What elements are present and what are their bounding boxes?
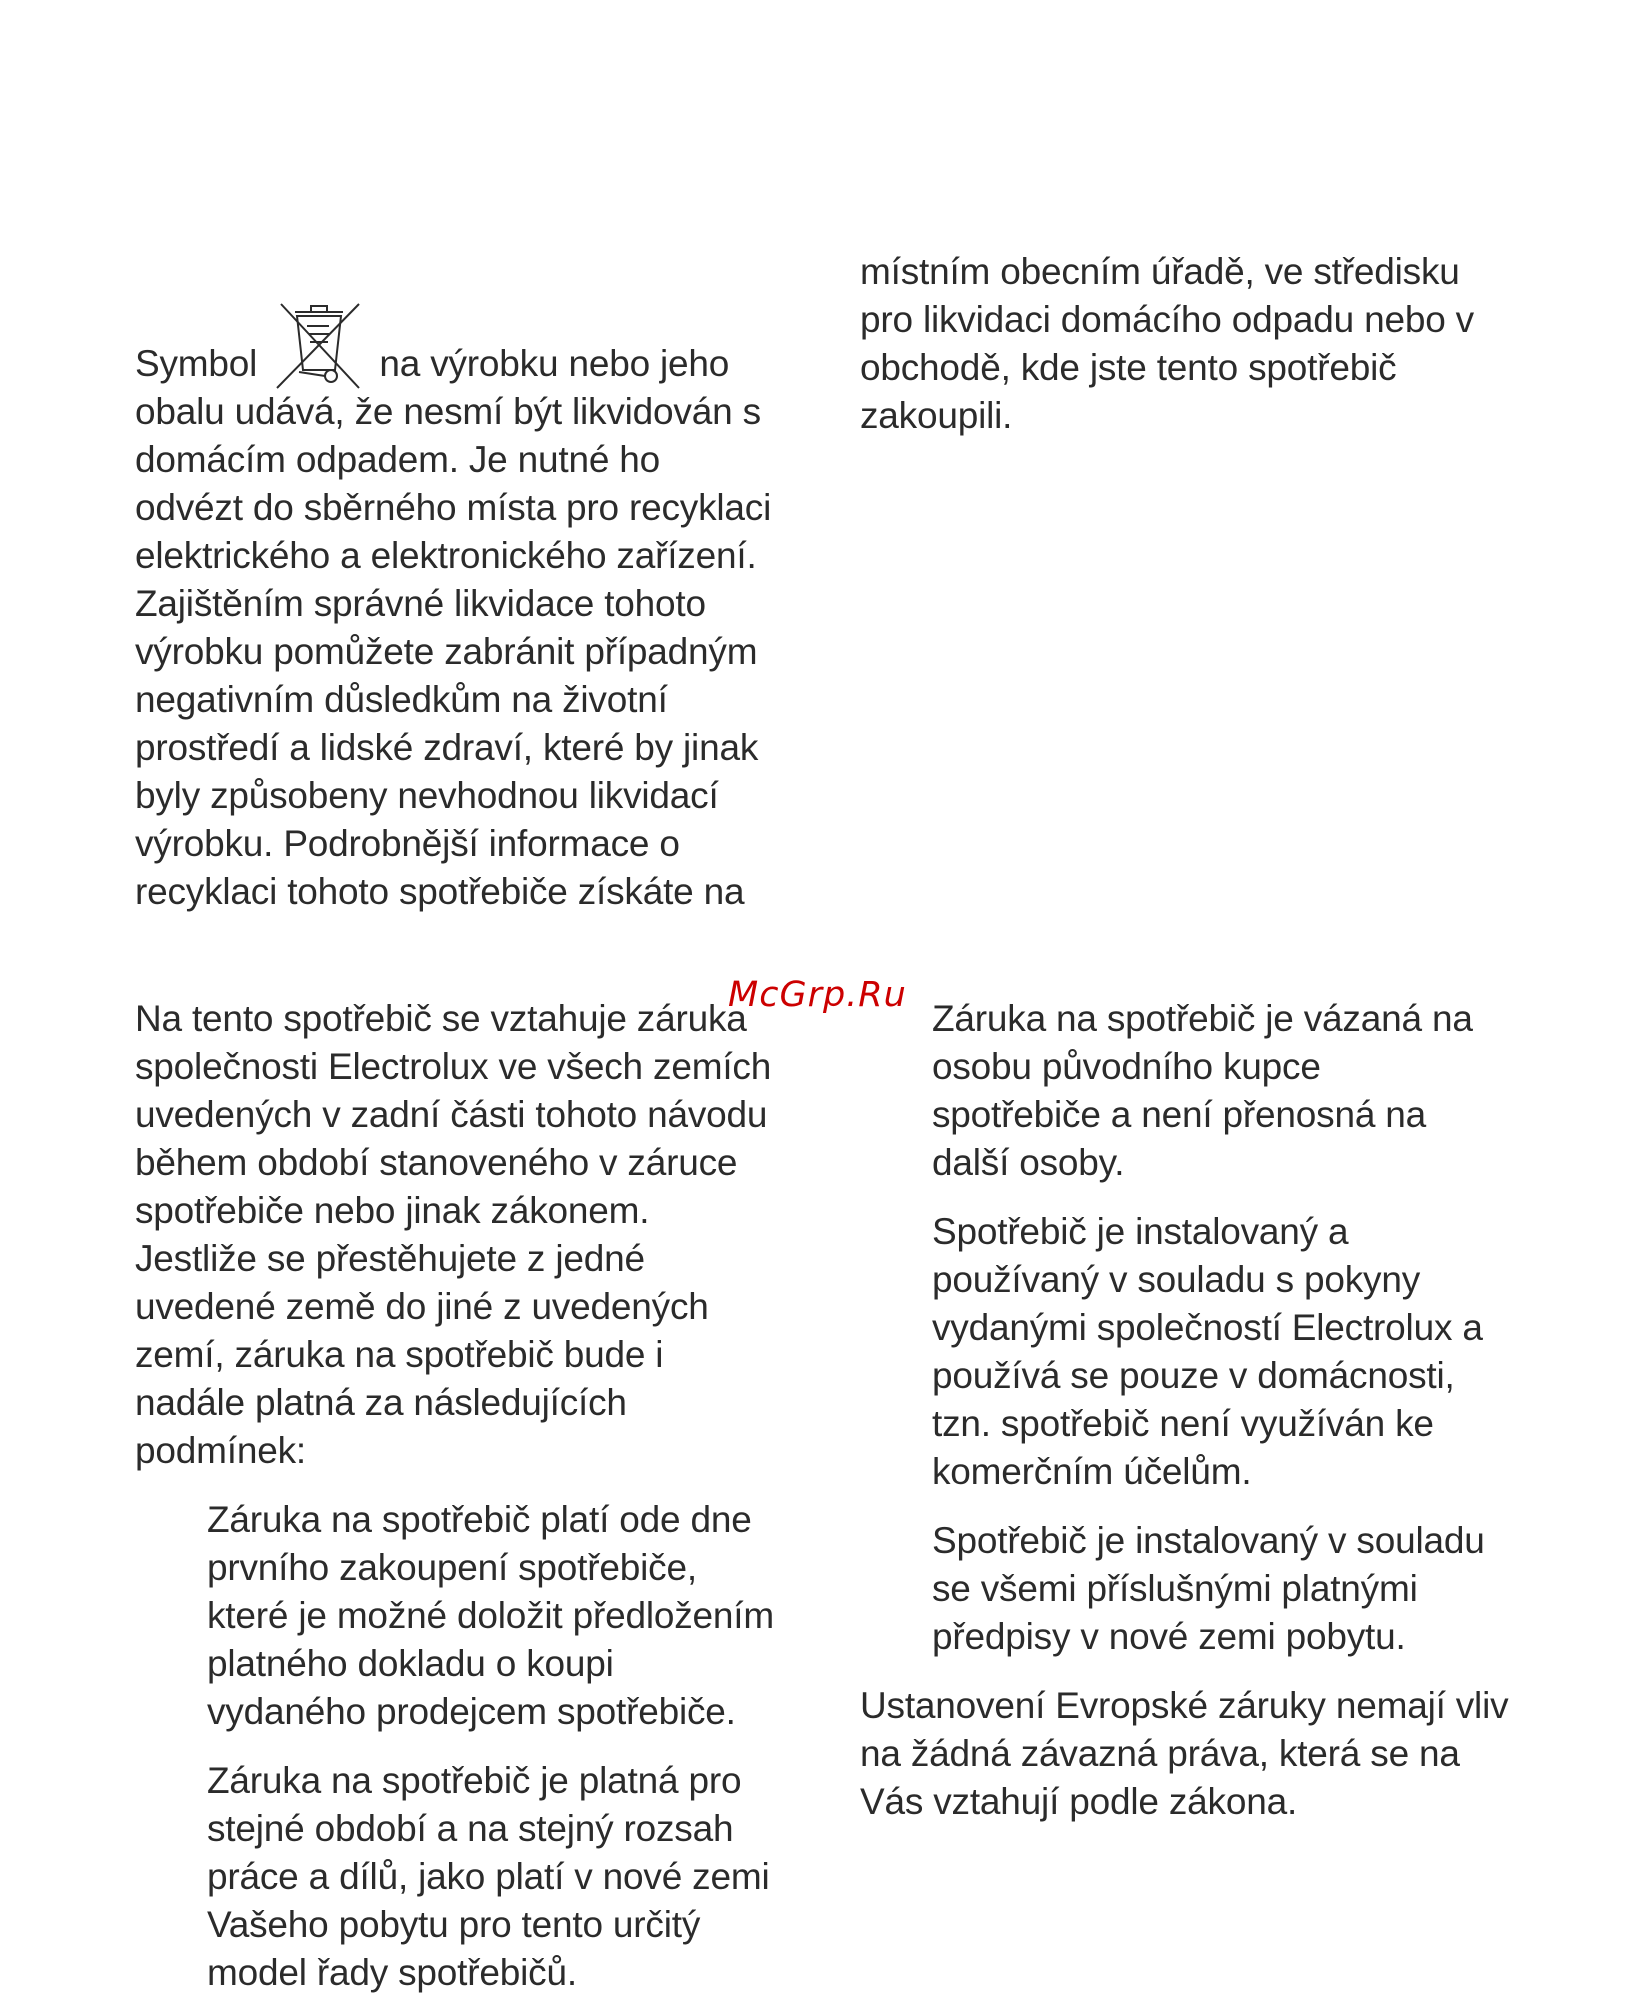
text-line: společnosti Electrolux ve všech zemích <box>135 1046 772 1087</box>
warranty-condition-3 <box>860 995 1560 1187</box>
warranty-intro <box>135 995 825 1475</box>
text-line: prvního zakoupení spotřebiče, <box>207 1547 697 1588</box>
text-line: Spotřebič je instalovaný v souladu <box>932 1520 1485 1561</box>
text-line: zakoupili. <box>860 395 1013 436</box>
text-line: Ustanovení Evropské záruky nemají vliv <box>860 1685 1509 1726</box>
text-line: Zajištěním správné likvidace tohoto <box>135 583 706 624</box>
text-line: obalu udává, že nesmí být likvidován s <box>135 391 761 432</box>
text-line: domácím odpadem. Je nutné ho <box>135 439 661 480</box>
text-line: stejné období a na stejný rozsah <box>207 1808 734 1849</box>
text-line: výrobku. Podrobnější informace o <box>135 823 680 864</box>
warranty-closing <box>860 1682 1560 1826</box>
text-line: předpisy v nové zemi pobytu. <box>932 1616 1406 1657</box>
text-line: elektrického a elektronického zařízení. <box>135 535 757 576</box>
text-line: recyklaci tohoto spotřebiče získáte na <box>135 871 745 912</box>
text-line: spotřebiče a není přenosná na <box>932 1094 1427 1135</box>
disposal-first-line <box>135 296 825 388</box>
text-line: podmínek: <box>135 1430 306 1471</box>
text-line: na žádná závazná práva, která se na <box>860 1733 1460 1774</box>
text-line: zemí, záruka na spotřebič bude i <box>135 1334 664 1375</box>
text-line: které je možné doložit předložením <box>207 1595 774 1636</box>
text-line: Záruka na spotřebič je vázaná na <box>932 998 1473 1039</box>
text-line: Záruka na spotřebič platí ode dne <box>207 1499 752 1540</box>
text-line: obchodě, kde jste tento spotřebič <box>860 347 1397 388</box>
watermark-text: McGrp.Ru <box>728 975 907 1015</box>
text-line: nadále platná za následujících <box>135 1382 627 1423</box>
text-line: odvézt do sběrného místa pro recyklaci <box>135 487 772 528</box>
warranty-section-continued <box>860 995 1560 1826</box>
symbol-line-rest: na výrobku nebo jeho <box>379 343 730 384</box>
text-line: používaný v souladu s pokyny <box>932 1259 1421 1300</box>
text-line: platného dokladu o koupi <box>207 1643 614 1684</box>
text-line: Vašeho pobytu pro tento určitý <box>207 1904 701 1945</box>
text-line: během období stanoveného v záruce <box>135 1142 738 1183</box>
warranty-condition-2 <box>135 1757 825 1997</box>
warranty-condition-4 <box>860 1208 1560 1496</box>
text-line: Spotřebič je instalovaný a <box>932 1211 1349 1252</box>
text-line: další osoby. <box>932 1142 1125 1183</box>
disposal-paragraph-continued <box>860 248 1560 440</box>
text-line: osobu původního kupce <box>932 1046 1321 1087</box>
text-line: prostředí a lidské zdraví, které by jinak <box>135 727 759 768</box>
text-line: pro likvidaci domácího odpadu nebo v <box>860 299 1474 340</box>
text-line: model řady spotřebičů. <box>207 1952 577 1993</box>
text-line: negativním důsledkům na životní <box>135 679 668 720</box>
text-line: Záruka na spotřebič je platná pro <box>207 1760 742 1801</box>
text-line: uvedené země do jiné z uvedených <box>135 1286 709 1327</box>
disposal-paragraph <box>135 296 825 916</box>
text-line: se všemi příslušnými platnými <box>932 1568 1418 1609</box>
text-line: Na tento spotřebič se vztahuje záruka <box>135 998 747 1039</box>
text-line: spotřebiče nebo jinak zákonem. <box>135 1190 650 1231</box>
warranty-section <box>135 995 825 1997</box>
text-line: práce a dílů, jako platí v nové zemi <box>207 1856 770 1897</box>
warranty-condition-5 <box>860 1517 1560 1661</box>
text-line: vydanými společností Electrolux a <box>932 1307 1483 1348</box>
text-line: uvedených v zadní části tohoto návodu <box>135 1094 768 1135</box>
text-line: Jestliže se přestěhujete z jedné <box>135 1238 645 1279</box>
text-line: místním obecním úřadě, ve středisku <box>860 251 1460 292</box>
text-line: byly způsobeny nevhodnou likvidací <box>135 775 719 816</box>
crossed-out-wheelie-bin-icon <box>273 300 363 392</box>
text-line: výrobku pomůžete zabránit případným <box>135 631 758 672</box>
text-line: vydaného prodejcem spotřebiče. <box>207 1691 736 1732</box>
symbol-word: Symbol <box>135 343 258 384</box>
text-line: používá se pouze v domácnosti, <box>932 1355 1455 1396</box>
warranty-condition-1 <box>135 1496 825 1736</box>
text-line: Vás vztahují podle zákona. <box>860 1781 1298 1822</box>
text-line: tzn. spotřebič není využíván ke <box>932 1403 1434 1444</box>
text-line: komerčním účelům. <box>932 1451 1252 1492</box>
